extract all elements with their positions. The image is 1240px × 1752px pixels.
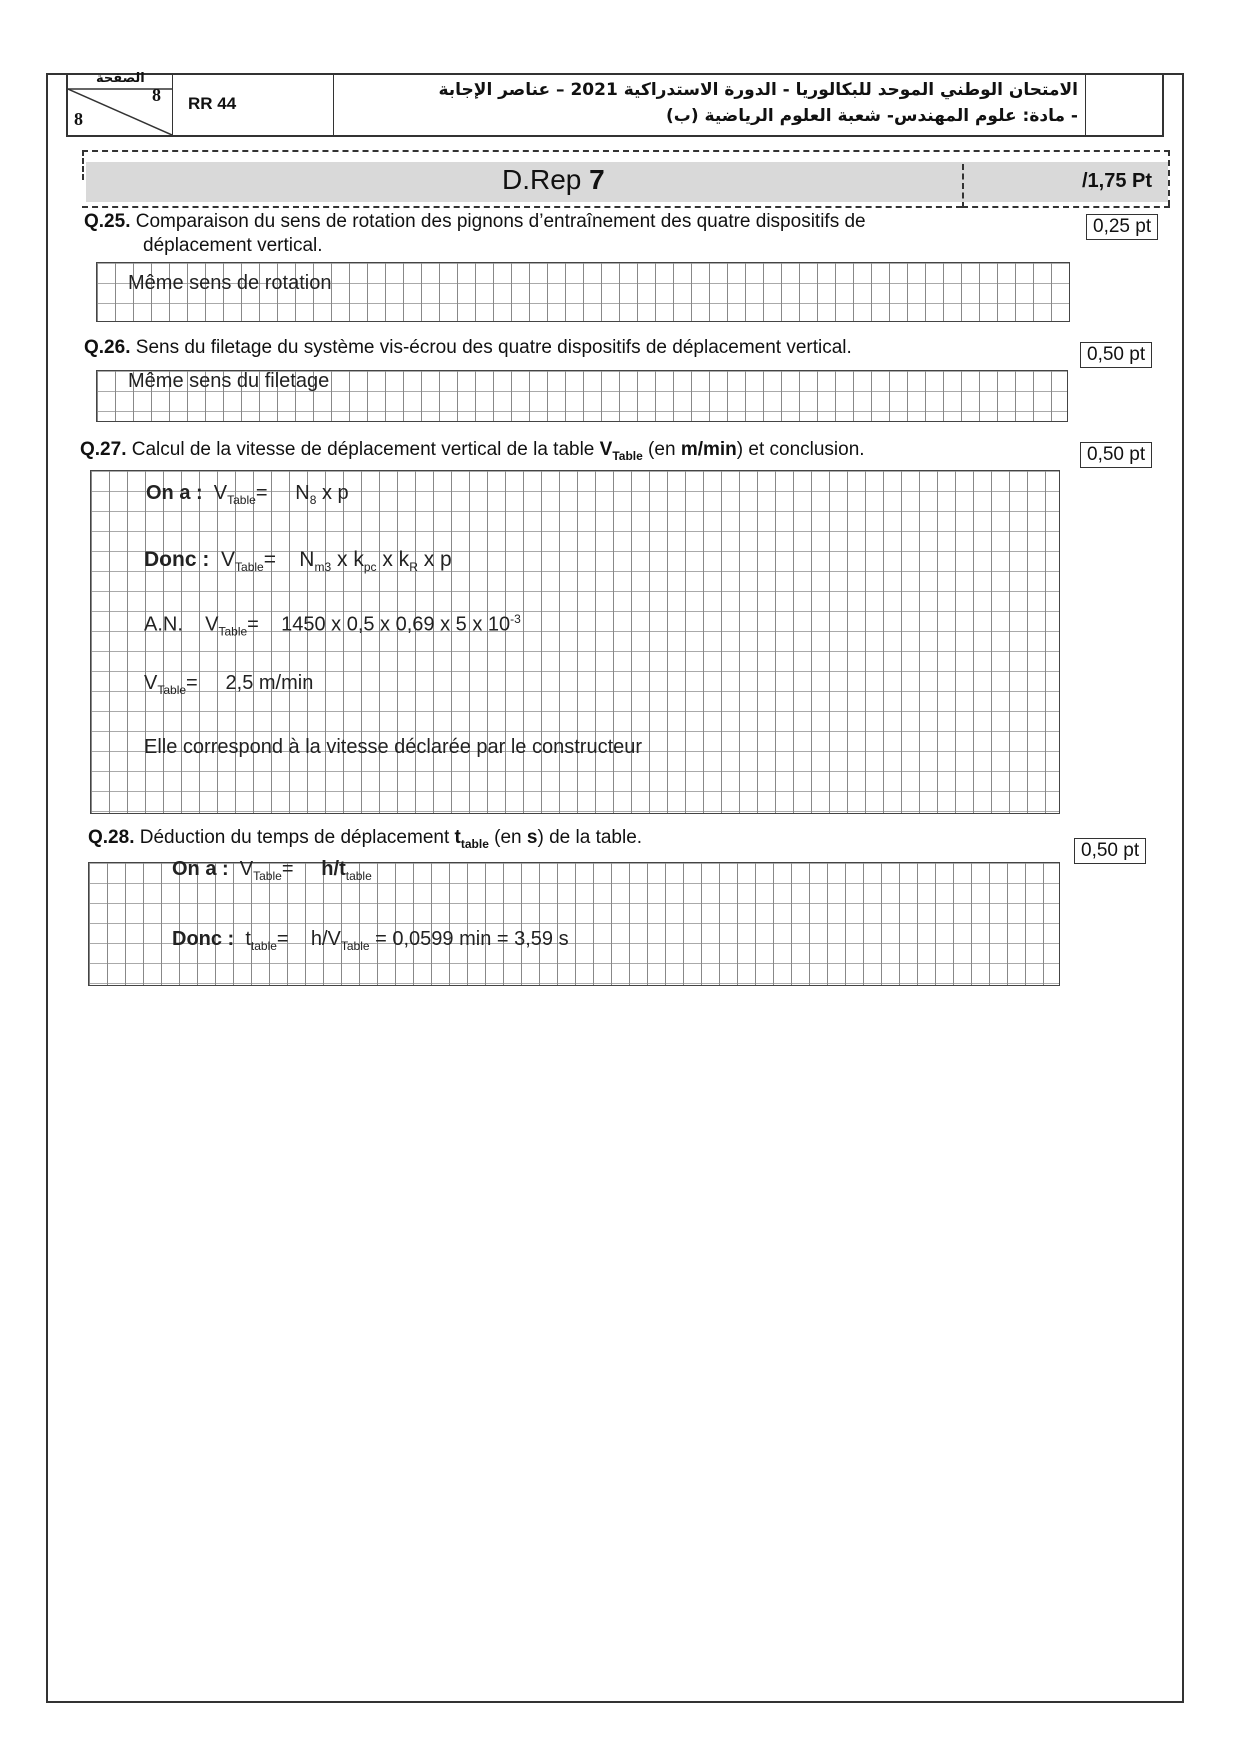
answer-27-conclusion: Elle correspond à la vitesse déclarée par le constructeur [144, 736, 643, 758]
label: Donc : [172, 928, 235, 950]
question-number: Q.28. [88, 827, 135, 848]
question-text-post: ) et conclusion. [736, 439, 865, 460]
label: Donc : [144, 548, 210, 571]
value: 2,5 m/min [225, 672, 314, 694]
question-27-points: 0,50 pt [1080, 442, 1152, 468]
label: On a : [146, 482, 203, 504]
exam-code: RR 44 [172, 73, 334, 135]
label: A.N. [144, 613, 183, 636]
exam-title [358, 77, 1078, 129]
answer-25: Même sens de rotation [128, 272, 332, 294]
banner-points-divider [962, 164, 966, 208]
banner-points-bottom [962, 206, 1170, 208]
question-number: Q.27. [80, 439, 127, 460]
exam-title-line2: - مادة: علوم المهندس- شعبة العلوم الرياضية (ب) [665, 106, 1078, 126]
answer-28-line2: Donc : $t_{table}=$ $h/V_{Table} = 0,0599$ min = 3,59 s [172, 928, 569, 953]
question-text: Calcul de la vitesse de déplacement vertical de la table [131, 439, 600, 460]
section-title [502, 164, 605, 196]
question-text: Comparaison du sens de rotation des pignons d’entraînement des quatre dispositifs de [135, 211, 866, 232]
answer-26: Même sens du filetage [128, 370, 330, 392]
question-var: V [599, 439, 613, 460]
header-blank-cell [1085, 73, 1162, 135]
sub: Table [157, 683, 187, 697]
expr: 1450 x 0,5 x 0,69 x 5 x 10 [281, 613, 511, 636]
question-27 [80, 438, 865, 468]
section-banner [82, 150, 1170, 208]
question-26 [84, 336, 852, 360]
banner-border-right [1168, 150, 1170, 206]
rest: x p [316, 482, 349, 504]
sub: m3 [314, 560, 332, 575]
question-text-unit-pre: (en [488, 827, 527, 848]
banner-border-bottom [82, 206, 962, 208]
question-unit: s [526, 827, 538, 848]
sub: R [409, 560, 418, 575]
question-text: Déduction du temps de déplacement [139, 827, 455, 848]
sub: Table [253, 869, 282, 883]
question-25-line2: déplacement vertical. [143, 235, 323, 256]
eq: = [276, 928, 289, 950]
label: On a : [172, 858, 229, 880]
question-28-points: 0,50 pt [1074, 838, 1146, 864]
sub: Table [227, 493, 256, 507]
answer-27-line3: A.N. $V_{Table}=$ 1450 x 0,5 x 0,69 x 5 x $10^{-3}$ [144, 612, 521, 639]
banner-background [86, 162, 1168, 202]
question-text-post: ) de la table. [537, 827, 643, 848]
eq: = [186, 672, 198, 694]
sub: 8 [309, 493, 317, 507]
page-total: 8 [74, 109, 83, 129]
question-var: t [454, 827, 461, 848]
page-label: الصفحة [96, 71, 145, 86]
answer-27-line4: $V_{Table}=$ 2,5 m/min [144, 672, 314, 697]
banner-border-left [82, 150, 84, 180]
question-25-points: 0,25 pt [1086, 214, 1158, 240]
rhs: h/V [310, 928, 341, 950]
rest: x p [417, 548, 452, 571]
section-total-points: /1,75 Pt [1082, 170, 1153, 192]
sup: -3 [510, 612, 521, 626]
page-number-cell [68, 73, 173, 135]
question-28 [88, 826, 642, 856]
eq: = [255, 482, 268, 504]
sub: table [345, 869, 372, 883]
sub: table [250, 939, 277, 953]
question-25 [84, 210, 866, 234]
sub: Table [218, 624, 248, 639]
answer-28-line1: On a : $V_{Table}=$ $h/t_{table}$ [172, 858, 372, 883]
eq: = [263, 548, 276, 571]
question-number: Q.25. [84, 211, 131, 232]
section-title-number: 7 [589, 164, 605, 195]
section-title-prefix: D.Rep [502, 164, 590, 195]
question-text-unit-pre: (en [642, 439, 681, 460]
sub: Table [235, 560, 264, 575]
answer-grid-27 [90, 470, 1060, 814]
answer-27-line1: On a : $V_{Table}=$ $N_8$ x p [146, 482, 349, 507]
exam-title-line1: الامتحان الوطني الموحد للبكالوريا - الدورة الاستدراكية 2021 – عناصر الإجابة [438, 80, 1078, 100]
answer-27-line2: Donc : $V_{Table}=$ $N_{m3}$ x $k_{pc}$ x $k_R$ x p [144, 548, 452, 575]
eq: = [281, 858, 294, 880]
page-number: 8 [152, 85, 161, 105]
rhs: h/t [321, 858, 346, 880]
question-unit: m/min [680, 439, 737, 460]
rest: x k [331, 548, 364, 571]
question-var-sub: table [460, 836, 489, 851]
exam-header [66, 73, 1164, 137]
sub: pc [363, 560, 377, 575]
rest: x k [376, 548, 410, 571]
question-text: Sens du filetage du système vis-écrou des quatre dispositifs de déplacement vertical. [135, 337, 852, 358]
question-26-points: 0,50 pt [1080, 342, 1152, 368]
rest: = 0,0599 min = 3,59 s [369, 928, 569, 950]
question-var-sub: Table [612, 448, 643, 463]
question-number: Q.26. [84, 337, 131, 358]
banner-border-top [82, 150, 1170, 152]
eq: = [247, 613, 259, 636]
sub: Table [340, 939, 370, 953]
